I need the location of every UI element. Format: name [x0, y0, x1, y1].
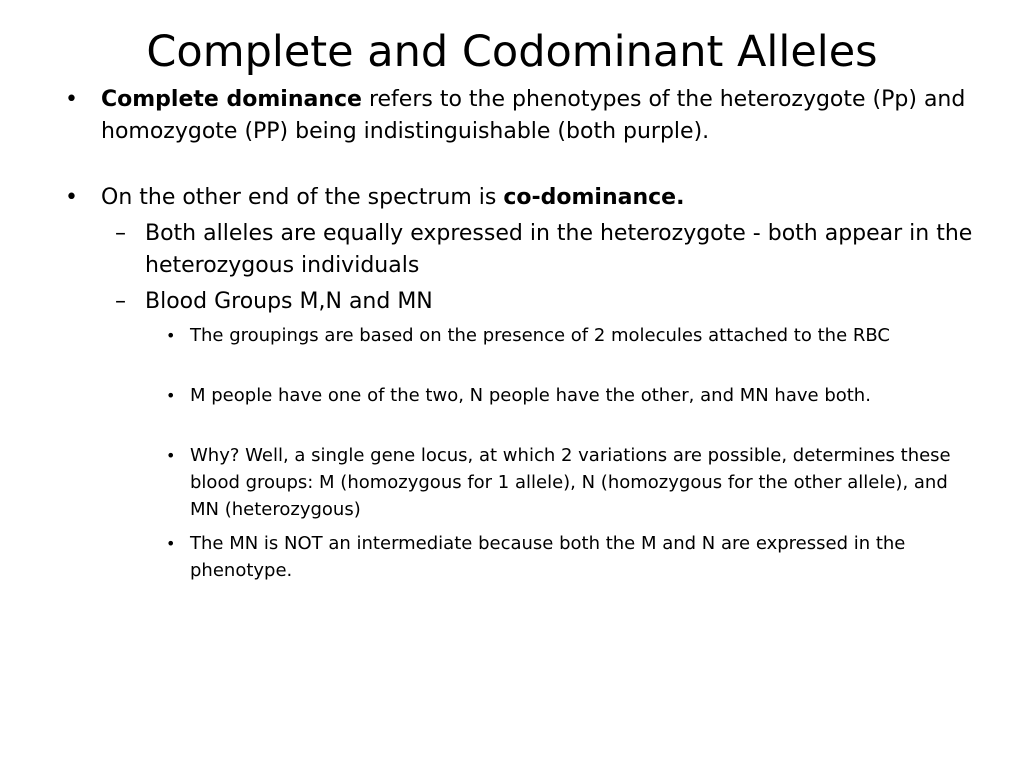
sub-bullet-blood-groups	[115, 286, 985, 318]
bullet-marker: •	[65, 87, 78, 112]
bullet-co-dominance	[65, 182, 981, 214]
sub-bullet-marker: –	[115, 289, 126, 314]
bullet-marker: •	[65, 185, 78, 210]
bullet-text: refers to the phenotypes of the heterozygote (Pp) and homozygote (PP) being indistinguishable (both purple).	[101, 87, 966, 144]
sub-bullet-text: Both alleles are equally expressed in the heterozygote - both appear in the heterozygous individuals	[145, 221, 973, 278]
sub-sub-bullet-m-n-people	[166, 382, 980, 409]
sub-sub-bullet-marker: •	[166, 446, 176, 465]
sub-sub-bullet-text: Why? Well, a single gene locus, at which 2 variations are possible, determines these blood groups: M (homozygous for 1 allele), N (homozygous for the other allele), and MN (heterozygous)	[190, 445, 951, 520]
sub-sub-bullet-groupings	[166, 322, 980, 349]
bullet-bold-term: co-dominance.	[503, 185, 685, 210]
bullet-complete-dominance	[65, 84, 981, 148]
sub-sub-bullet-marker: •	[166, 534, 176, 553]
sub-sub-bullet-text: The MN is NOT an intermediate because both the M and N are expressed in the phenotype.	[190, 533, 906, 581]
bullet-text: On the other end of the spectrum is	[101, 185, 504, 210]
sub-sub-bullet-not-intermediate	[166, 530, 980, 584]
slide-title: Complete and Codominant Alleles	[146, 27, 878, 77]
sub-sub-bullet-marker: •	[166, 386, 176, 405]
sub-bullet-equally-expressed	[115, 218, 985, 282]
bullet-bold-term: Complete dominance	[101, 87, 362, 112]
sub-sub-bullet-why	[166, 442, 980, 523]
sub-bullet-marker: –	[115, 221, 126, 246]
sub-sub-bullet-text: The groupings are based on the presence of 2 molecules attached to the RBC	[190, 325, 890, 346]
sub-sub-bullet-marker: •	[166, 326, 176, 345]
sub-sub-bullet-text: M people have one of the two, N people have the other, and MN have both.	[190, 385, 871, 406]
sub-bullet-text: Blood Groups M,N and MN	[145, 289, 433, 314]
